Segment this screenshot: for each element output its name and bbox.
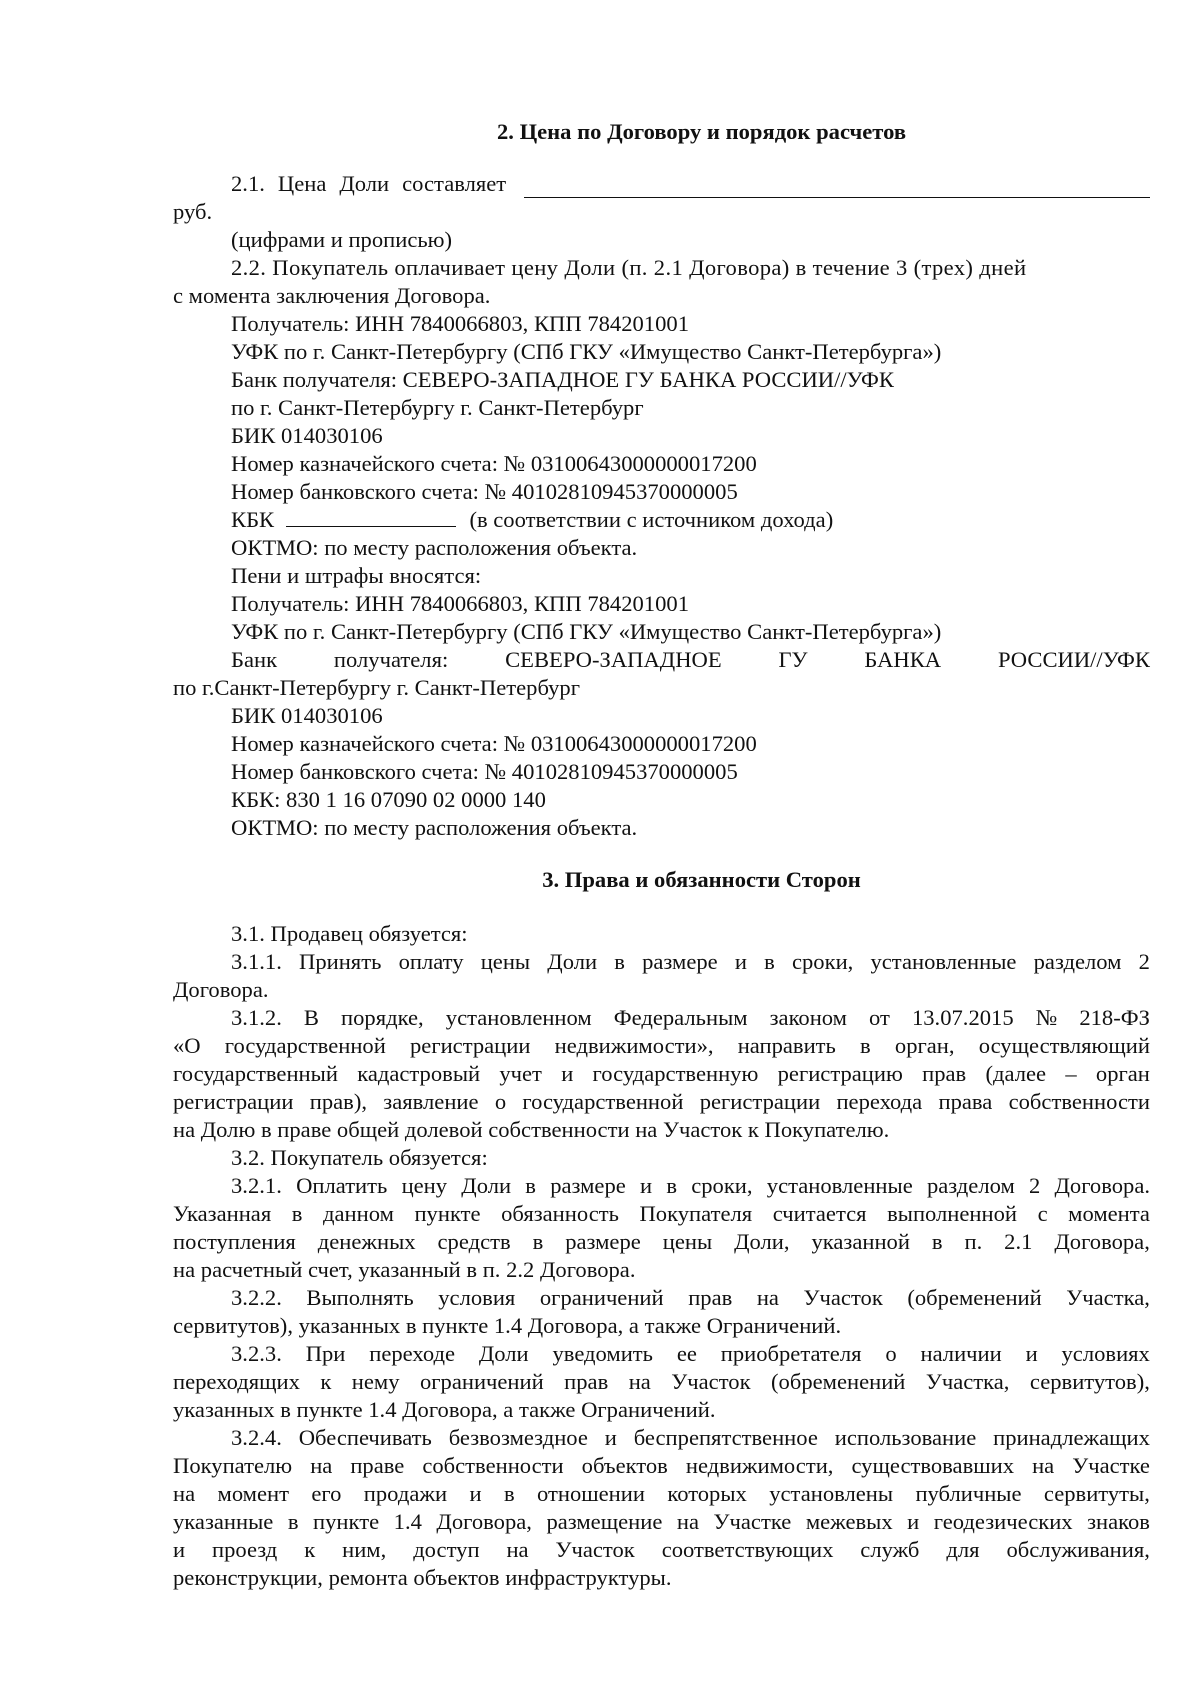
word: оплату bbox=[398, 949, 464, 974]
word: Покупателю bbox=[173, 1453, 293, 1478]
word: считается bbox=[772, 1201, 867, 1226]
bank-word-4: ГУ bbox=[778, 647, 808, 672]
bank-account-line-2: Номер банковского счета: № 40102810945370000005 bbox=[231, 759, 738, 784]
clause-2-1-number: 2.1. bbox=[231, 171, 265, 196]
word: В bbox=[303, 1005, 319, 1030]
word: Федеральным bbox=[613, 1005, 748, 1030]
section-3-line: на Долю в праве общей долевой собственности на Участок к Покупателю. bbox=[173, 1117, 890, 1142]
recipient-line: Получатель: ИНН 7840066803, КПП 784201001 bbox=[231, 311, 689, 336]
word: недвижимости», bbox=[554, 1033, 714, 1058]
word: в bbox=[287, 1509, 299, 1534]
word: указанной bbox=[811, 1229, 910, 1254]
penalties-line: Пени и штрафы вносятся: bbox=[231, 563, 482, 588]
word: Участок bbox=[671, 1369, 751, 1394]
word: Участка, bbox=[925, 1369, 1010, 1394]
word: законом bbox=[769, 1005, 847, 1030]
word: на bbox=[676, 1509, 700, 1534]
word: знаков bbox=[1087, 1509, 1150, 1534]
word: от bbox=[869, 1005, 890, 1030]
word: орган, bbox=[894, 1033, 955, 1058]
word: переходящих bbox=[173, 1369, 300, 1394]
word: ним, bbox=[342, 1537, 387, 1562]
word: наличии bbox=[920, 1341, 1002, 1366]
section-3-title: 3. Права и обязанности Сторон bbox=[542, 867, 861, 892]
word: момента bbox=[1068, 1201, 1150, 1226]
word: орган bbox=[1095, 1061, 1150, 1086]
word: обслуживания, bbox=[1006, 1537, 1150, 1562]
word: доступ bbox=[413, 1537, 480, 1562]
word: на bbox=[1032, 1453, 1055, 1478]
word: Договора, bbox=[1054, 1229, 1150, 1254]
word: (обременений bbox=[907, 1285, 1042, 1310]
word: которых bbox=[667, 1481, 747, 1506]
word: условия bbox=[438, 1285, 516, 1310]
section-3-line: 3.1. Продавец обязуется: bbox=[231, 921, 468, 946]
section-3-line: реконструкции, ремонта объектов инфраструктуры. bbox=[173, 1565, 672, 1590]
word: государственную bbox=[592, 1061, 759, 1086]
word: приобретателя bbox=[720, 1341, 862, 1366]
word: к bbox=[320, 1369, 332, 1394]
word: указанные bbox=[173, 1509, 274, 1534]
word: кадастровый bbox=[357, 1061, 481, 1086]
word: и bbox=[907, 1509, 920, 1534]
word: в bbox=[532, 1229, 544, 1254]
word: собственности bbox=[1008, 1089, 1150, 1114]
section-3-line: сервитутов), указанных в пункте 1.4 Договора, а также Ограничений. bbox=[173, 1313, 842, 1338]
kbk-line-2: КБК: 830 1 16 07090 02 0000 140 bbox=[231, 787, 546, 812]
rub-label: руб. bbox=[173, 199, 213, 224]
word: момент bbox=[217, 1481, 289, 1506]
word: и bbox=[173, 1537, 186, 1562]
word: в bbox=[291, 1201, 303, 1226]
word: проезд bbox=[212, 1537, 278, 1562]
kbk-label: КБК bbox=[231, 507, 275, 532]
word: ограничений bbox=[419, 1369, 544, 1394]
word: Договора. bbox=[1054, 1173, 1150, 1198]
word: безвозмездное bbox=[448, 1425, 588, 1450]
document-page bbox=[173, 118, 1150, 1592]
bank-word-2: получателя: bbox=[333, 647, 449, 672]
word: в bbox=[764, 949, 775, 974]
word: размещение bbox=[546, 1509, 663, 1534]
word: 3.2.3. bbox=[231, 1341, 282, 1366]
word: в bbox=[666, 1173, 677, 1198]
word: прав bbox=[922, 1061, 967, 1086]
section-3-line bbox=[173, 1368, 1150, 1396]
word: Указанная bbox=[173, 1201, 272, 1226]
word: учет bbox=[499, 1061, 542, 1086]
word: государственной bbox=[224, 1033, 386, 1058]
section-3-body bbox=[173, 920, 1150, 1592]
section-3-line bbox=[173, 1200, 1150, 1228]
word: направить bbox=[737, 1033, 836, 1058]
word: к bbox=[304, 1537, 316, 1562]
word: сервитутов), bbox=[1029, 1369, 1150, 1394]
word: перехода bbox=[836, 1089, 923, 1114]
word: Участок bbox=[803, 1285, 883, 1310]
word: прав bbox=[688, 1285, 733, 1310]
word: сроки, bbox=[691, 1173, 753, 1198]
word: 2 bbox=[1028, 1173, 1041, 1198]
kbk-blank-line bbox=[286, 506, 456, 527]
bank-word-5: БАНКА bbox=[864, 647, 942, 672]
word: использование bbox=[834, 1425, 977, 1450]
word: государственный bbox=[173, 1061, 338, 1086]
section-3-line bbox=[173, 1060, 1150, 1088]
bank-line-1: Банк получателя: СЕВЕРО-ЗАПАДНОЕ ГУ БАНКА РОССИИ//УФК bbox=[231, 367, 894, 392]
ufk-line: УФК по г. Санкт-Петербургу (СПб ГКУ «Имущество Санкт-Петербурга») bbox=[231, 339, 942, 364]
word: Доли bbox=[547, 949, 598, 974]
word: и bbox=[604, 1425, 617, 1450]
word: 3.1.2. bbox=[231, 1005, 282, 1030]
word: в bbox=[525, 1173, 536, 1198]
kbk-line bbox=[173, 506, 1150, 534]
word: его bbox=[311, 1481, 342, 1506]
clause-2-2-line1: 2.2. Покупатель оплачивает цену Доли (п. 2.1 Договора) в течение 3 (трех) дней bbox=[231, 255, 1027, 280]
word: п. bbox=[964, 1229, 983, 1254]
word: беспрепятственное bbox=[633, 1425, 818, 1450]
word: с bbox=[1037, 1201, 1048, 1226]
bank-line-justified bbox=[173, 646, 1150, 674]
word: обязанность bbox=[501, 1201, 619, 1226]
word: «О bbox=[173, 1033, 201, 1058]
word: Доли bbox=[478, 1341, 529, 1366]
word: существовавших bbox=[851, 1453, 1015, 1478]
section-3-line: Договора. bbox=[173, 977, 269, 1002]
word: на bbox=[310, 1453, 333, 1478]
word: (обременений bbox=[771, 1369, 906, 1394]
section-3-line bbox=[173, 1088, 1150, 1116]
word: на bbox=[628, 1369, 651, 1394]
word: установлены bbox=[769, 1481, 894, 1506]
word: – bbox=[1065, 1061, 1077, 1086]
word: № bbox=[1035, 1005, 1058, 1030]
word: разделом bbox=[1033, 949, 1122, 974]
word: и bbox=[734, 949, 747, 974]
word: прав), bbox=[309, 1089, 368, 1114]
bank-account-line: Номер банковского счета: № 40102810945370000005 bbox=[231, 479, 738, 504]
oktmo-line: ОКТМО: по месту расположения объекта. bbox=[231, 535, 638, 560]
section-3-line: на расчетный счет, указанный в п. 2.2 Договора. bbox=[173, 1257, 636, 1282]
word: в bbox=[860, 1033, 871, 1058]
section-3-line: 3.2. Покупатель обязуется: bbox=[231, 1145, 488, 1170]
word: и bbox=[640, 1173, 653, 1198]
word: Оплатить bbox=[296, 1173, 388, 1198]
kbk-note: (в соответствии с источником дохода) bbox=[469, 507, 834, 532]
word: 13.07.2015 bbox=[911, 1005, 1014, 1030]
word: сроки, bbox=[791, 949, 854, 974]
section-3-line bbox=[173, 948, 1150, 976]
word: 3.2.4. bbox=[231, 1425, 282, 1450]
word: 218-ФЗ bbox=[1079, 1005, 1150, 1030]
section-3-line bbox=[173, 1536, 1150, 1564]
word: и bbox=[561, 1061, 574, 1086]
word: 2.1 bbox=[1004, 1229, 1033, 1254]
word: продажи bbox=[363, 1481, 448, 1506]
clause-2-1 bbox=[173, 170, 1150, 198]
word: Покупателя bbox=[639, 1201, 753, 1226]
word: сервитуты, bbox=[1043, 1481, 1150, 1506]
word: межевых bbox=[805, 1509, 893, 1534]
word: установленные bbox=[766, 1173, 913, 1198]
word: геодезических bbox=[933, 1509, 1073, 1534]
bank-line-2: по г. Санкт-Петербургу г. Санкт-Петербург bbox=[231, 395, 644, 420]
treasury-account-line: Номер казначейского счета: № 03100643000000017200 bbox=[231, 451, 757, 476]
treasury-account-line-2: Номер казначейского счета: № 03100643000000017200 bbox=[231, 731, 757, 756]
section-3-line bbox=[173, 1004, 1150, 1032]
word: размере bbox=[550, 1173, 626, 1198]
word: 3.2.1. bbox=[231, 1173, 282, 1198]
word: 3.1.1. bbox=[231, 949, 282, 974]
word: нему bbox=[351, 1369, 400, 1394]
word: Участке bbox=[713, 1509, 792, 1534]
word: уведомить bbox=[552, 1341, 653, 1366]
word: прав bbox=[564, 1369, 609, 1394]
word: о bbox=[494, 1089, 507, 1114]
bank-line-2b: по г.Санкт-Петербургу г. Санкт-Петербург bbox=[173, 675, 580, 700]
section-3-line bbox=[173, 1172, 1150, 1200]
section-3-line bbox=[173, 1032, 1150, 1060]
bik-line: БИК 014030106 bbox=[231, 423, 383, 448]
word: о bbox=[885, 1341, 897, 1366]
word: При bbox=[305, 1341, 346, 1366]
word: Принять bbox=[299, 949, 382, 974]
word: цены bbox=[662, 1229, 713, 1254]
word: и bbox=[1025, 1341, 1038, 1366]
word: регистрации bbox=[410, 1033, 531, 1058]
word: установленные bbox=[870, 949, 1017, 974]
word: 3.2.2. bbox=[231, 1285, 282, 1310]
word: 2 bbox=[1138, 949, 1150, 974]
word: условиях bbox=[1061, 1341, 1150, 1366]
ufk-line-2: УФК по г. Санкт-Петербургу (СПб ГКУ «Имущество Санкт-Петербурга») bbox=[231, 619, 942, 644]
word: праве bbox=[350, 1453, 405, 1478]
recipient-line-2: Получатель: ИНН 7840066803, КПП 784201001 bbox=[231, 591, 689, 616]
word: Обеспечивать bbox=[298, 1425, 432, 1450]
word: публичные bbox=[915, 1481, 1022, 1506]
word: на bbox=[173, 1481, 196, 1506]
word: собственности bbox=[422, 1453, 564, 1478]
word: соответствующих bbox=[661, 1537, 834, 1562]
word: данном bbox=[323, 1201, 394, 1226]
clause-2-2-line2: с момента заключения Договора. bbox=[173, 283, 491, 308]
word: Доли bbox=[461, 1173, 512, 1198]
word: установленном bbox=[445, 1005, 592, 1030]
word: регистрации bbox=[699, 1089, 821, 1114]
word: денежных bbox=[317, 1229, 416, 1254]
bank-word-6: РОССИИ//УФК bbox=[997, 647, 1150, 672]
word: и bbox=[469, 1481, 482, 1506]
section-3-line bbox=[173, 1340, 1150, 1368]
price-blank-line bbox=[524, 177, 1150, 198]
word: Участок bbox=[555, 1537, 635, 1562]
word: права bbox=[938, 1089, 993, 1114]
word: в bbox=[931, 1229, 943, 1254]
word: пункте bbox=[414, 1201, 481, 1226]
word: переходе bbox=[369, 1341, 456, 1366]
word: размере bbox=[642, 949, 718, 974]
word: 1.4 bbox=[393, 1509, 422, 1534]
clause-2-1-word3: составляет bbox=[402, 171, 507, 196]
word: ее bbox=[676, 1341, 697, 1366]
word: регистрации bbox=[173, 1089, 294, 1114]
clause-2-1-word1: Цена bbox=[277, 171, 327, 196]
section-3-line bbox=[173, 1228, 1150, 1256]
word: осуществляющий bbox=[978, 1033, 1150, 1058]
word: отношении bbox=[537, 1481, 645, 1506]
word: регистрацию bbox=[777, 1061, 903, 1086]
word: порядке, bbox=[341, 1005, 424, 1030]
word: для bbox=[946, 1537, 980, 1562]
word: цены bbox=[480, 949, 531, 974]
word: государственной bbox=[522, 1089, 684, 1114]
word: на bbox=[756, 1285, 779, 1310]
bik-line-2: БИК 014030106 bbox=[231, 703, 383, 728]
section-3-line bbox=[173, 1508, 1150, 1536]
word: (далее bbox=[985, 1061, 1047, 1086]
word: Участке bbox=[1072, 1453, 1150, 1478]
word: в bbox=[614, 949, 625, 974]
word: Участка, bbox=[1066, 1285, 1150, 1310]
word: цену bbox=[401, 1173, 448, 1198]
word: заявление bbox=[383, 1089, 479, 1114]
word: служб bbox=[860, 1537, 920, 1562]
word: поступления bbox=[173, 1229, 296, 1254]
clause-2-1-word2: Доли bbox=[339, 171, 390, 196]
section-2-title: 2. Цена по Договору и порядок расчетов bbox=[496, 119, 907, 144]
section-3-line bbox=[173, 1480, 1150, 1508]
section-3-line bbox=[173, 1284, 1150, 1312]
word: пункте bbox=[313, 1509, 380, 1534]
section-3-line: указанных в пункте 1.4 Договора, а также Ограничений. bbox=[173, 1397, 716, 1422]
section-3-line bbox=[173, 1452, 1150, 1480]
oktmo-line-2: ОКТМО: по месту расположения объекта. bbox=[231, 815, 638, 840]
word: объектов bbox=[581, 1453, 668, 1478]
word: средств bbox=[437, 1229, 511, 1254]
word: недвижимости, bbox=[685, 1453, 834, 1478]
word: разделом bbox=[926, 1173, 1015, 1198]
amount-hint: (цифрами и прописью) bbox=[231, 227, 453, 252]
word: Доли, bbox=[734, 1229, 790, 1254]
word: ограничений bbox=[539, 1285, 664, 1310]
word: принадлежащих bbox=[993, 1425, 1150, 1450]
word: в bbox=[503, 1481, 515, 1506]
word: на bbox=[506, 1537, 529, 1562]
bank-word-1: Банк bbox=[231, 647, 278, 672]
word: Выполнять bbox=[306, 1285, 414, 1310]
word: выполненной bbox=[887, 1201, 1017, 1226]
word: размере bbox=[565, 1229, 641, 1254]
bank-word-3: СЕВЕРО-ЗАПАДНОЕ bbox=[505, 647, 722, 672]
section-3-line bbox=[173, 1424, 1150, 1452]
word: Договора, bbox=[436, 1509, 532, 1534]
